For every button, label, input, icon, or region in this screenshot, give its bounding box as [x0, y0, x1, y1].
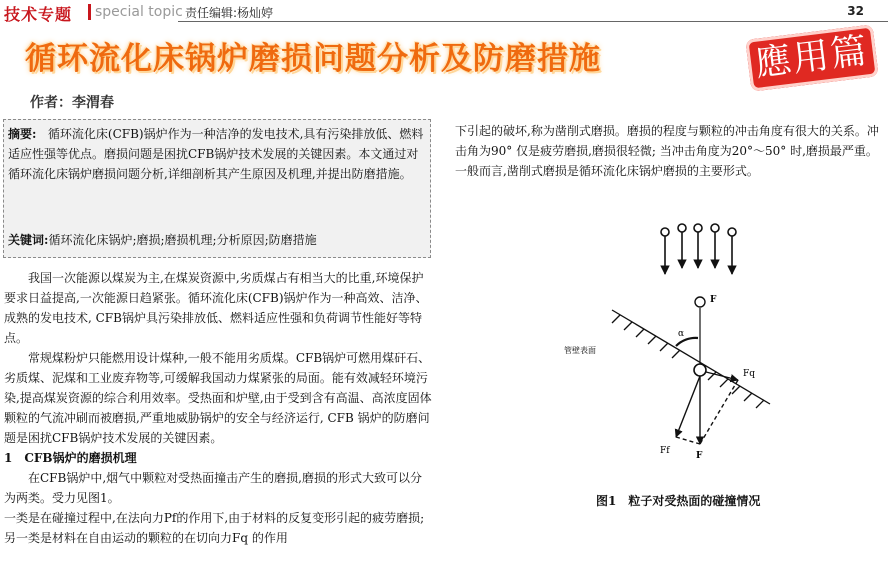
- section-tag: 技术专题: [4, 5, 73, 24]
- label-alpha: α: [678, 329, 685, 339]
- label-f-bottom: F: [696, 451, 703, 461]
- wall-surface: [612, 310, 770, 408]
- label-ff: Ff: [660, 446, 670, 456]
- right-column: [455, 121, 885, 181]
- parallelogram-side-2: [676, 437, 700, 444]
- particle-collision-figure: [560, 222, 780, 467]
- section-heading: 1 CFB锅炉的磨损机理: [4, 451, 137, 465]
- abstract-text: [8, 124, 427, 184]
- editor-credit: 责任编辑:杨灿婷: [185, 6, 274, 20]
- body-paragraph-3: 在CFB锅炉中,烟气中颗粒对受热面撞击产生的磨损,磨损的形式大致可以分为两类。受力见图1。: [4, 471, 422, 505]
- left-column: [4, 268, 432, 548]
- header-rule: [178, 21, 888, 22]
- page-header: [0, 0, 888, 24]
- tangential-force-fq: [706, 372, 738, 380]
- label-wall-surface: 管壁表面: [564, 346, 596, 355]
- particle-3: [694, 224, 702, 268]
- keywords-line: [8, 230, 317, 250]
- figure-caption: 图1 粒子对受热面的碰撞情况: [596, 494, 761, 508]
- label-fq: Fq: [743, 369, 756, 379]
- body-paragraph-1: 我国一次能源以煤炭为主,在煤炭资源中,劣质煤占有相当大的比重,环境保护要求日益提高,一次能源日趋紧张。循环流化床(CFB)锅炉作为一种高效、洁净、成熟的发电技术, CFB锅炉具污染排放低、燃料适应性强和负荷调节性能好等特点。: [4, 271, 428, 345]
- force-vectors: [676, 372, 738, 444]
- body-paragraph-4: 一类是在碰撞过程中,在法向力Pf的作用下,由于材料的反复变形引起的疲劳磨损;另一类是材料在自由运动的颗粒的在切向力Fq 的作用: [4, 511, 425, 545]
- parallelogram-side-1: [700, 380, 738, 444]
- normal-force-ff: [676, 376, 700, 437]
- keywords-body: 循环流化床锅炉;磨损;磨损机理;分析原因;防磨措施: [48, 233, 317, 247]
- keywords-label: 关键词:: [8, 233, 49, 247]
- section-topic: special topic: [95, 4, 183, 20]
- page-number: 32: [847, 4, 864, 18]
- article-title: 循环流化床锅炉磨损问题分析及防磨措施: [25, 41, 601, 77]
- body-paragraph-right: 下引起的破坏,称为凿削式磨损。磨损的程度与颗粒的冲击角度有很大的关系。冲击角为90° 仅是疲劳磨损,磨损很轻微; 当冲击角度为20°～50° 时,磨损最严重。一般而言,凿削式磨损是循环流化床锅炉磨损的主要形式。: [455, 124, 879, 178]
- application-badge: 應用篇: [745, 24, 878, 91]
- body-paragraph-2: 常规煤粉炉只能燃用设计煤种,一般不能用劣质煤。CFB锅炉可燃用煤矸石、劣质煤、泥煤和工业废弃物等,可缓解我国动力煤紧张的局面。能有效减轻环境污染,提高煤炭资源的综合利用效率。受热面和炉壁,由于受到含有高温、高浓度固体颗粒的气流冲刷而被磨损,严重地威胁锅炉的安全与经济运行, CFB 锅炉的防磨问题是困扰CFB锅炉技术发展的关键因素。: [4, 351, 432, 445]
- particle-4: [711, 224, 719, 268]
- particle-1: [661, 228, 669, 274]
- particle-5: [728, 228, 736, 274]
- particle-2: [678, 224, 686, 268]
- incident-particle: [695, 297, 705, 307]
- falling-particles: [661, 224, 736, 274]
- abstract-body: 循环流化床(CFB)锅炉作为一种洁净的发电技术,具有污染排放低、燃料适应性强等优点。磨损问题是困扰CFB锅炉技术发展的关键因素。本文通过对循环流化床锅炉磨损问题分析,详细剖析其产生原因及机理,并提出防磨措施。: [8, 127, 424, 181]
- impact-angle-arc: [676, 338, 698, 346]
- header-divider: [88, 4, 91, 20]
- impact-particle: [694, 364, 706, 376]
- author-line: 作者：李渭春: [30, 95, 114, 111]
- label-f-top: F: [710, 295, 717, 305]
- abstract-box: [3, 119, 431, 258]
- abstract-label: 摘要:: [8, 127, 37, 141]
